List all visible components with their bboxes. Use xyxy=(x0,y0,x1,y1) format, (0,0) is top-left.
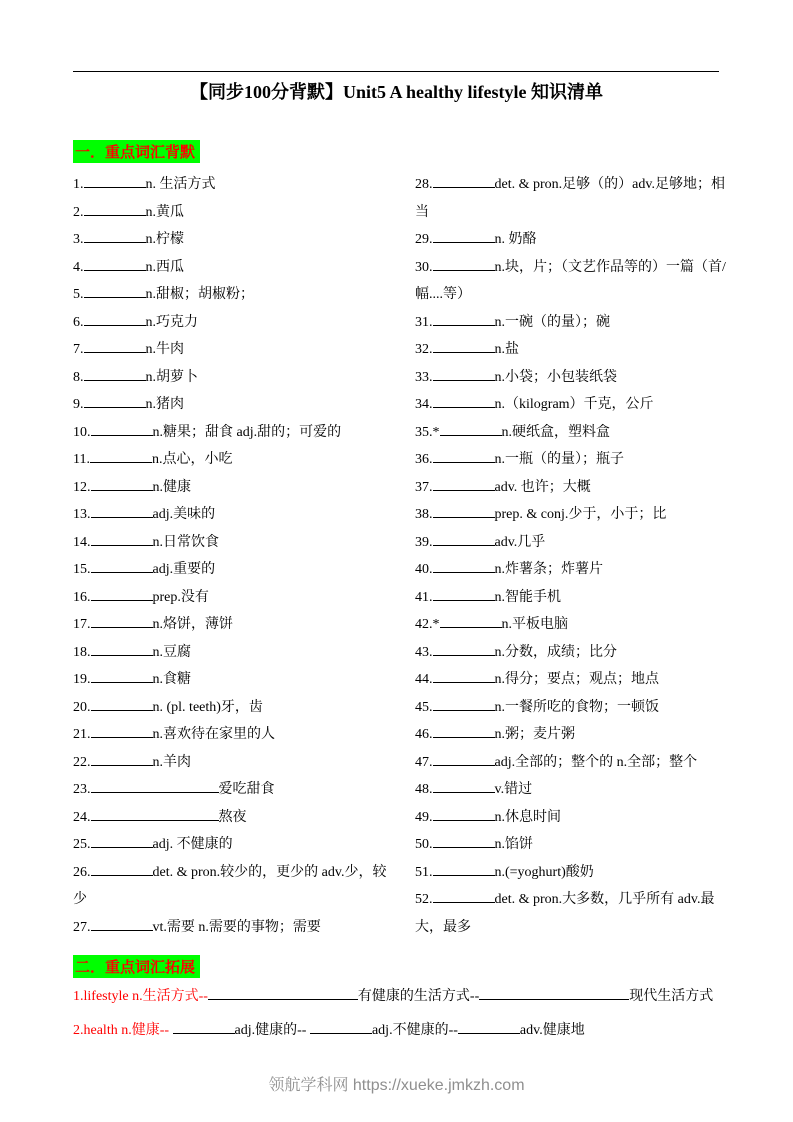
fill-blank xyxy=(310,1020,372,1034)
item-definition: n. (pl. teeth)牙，齿 xyxy=(152,699,263,715)
item-number: 40. xyxy=(415,562,433,577)
expansion-meaning: 有健康的生活方式-- xyxy=(357,989,480,1004)
vocab-item xyxy=(73,639,391,667)
item-number: 9. xyxy=(73,397,84,412)
item-number: 7. xyxy=(73,342,84,357)
fill-blank xyxy=(433,807,495,821)
item-definition: n.粥；麦片粥 xyxy=(494,727,575,742)
item-number: 36. xyxy=(415,452,433,467)
vocab-item xyxy=(73,749,391,777)
fill-blank xyxy=(433,339,495,353)
expansion-word: 2.health n.健康-- xyxy=(73,1023,173,1038)
item-definition: n. 生活方式 xyxy=(145,177,216,192)
vocab-item xyxy=(73,611,391,639)
fill-blank xyxy=(440,422,502,436)
item-number: 26. xyxy=(73,864,91,880)
vocab-item xyxy=(73,171,391,199)
item-definition: adv. 也许；大概 xyxy=(494,479,591,495)
item-number: 25. xyxy=(73,837,91,852)
item-definition: n.（kilogram）千克，公斤 xyxy=(494,397,654,412)
vocab-item xyxy=(415,556,733,584)
expansion-line xyxy=(73,982,733,1012)
fill-blank xyxy=(433,312,495,326)
vocab-item xyxy=(415,666,733,694)
fill-blank xyxy=(91,642,153,656)
item-definition: n.西瓜 xyxy=(145,259,184,275)
item-definition: n.猪肉 xyxy=(145,397,184,412)
vocab-item xyxy=(73,391,391,419)
fill-blank xyxy=(84,202,146,216)
vocab-item xyxy=(415,886,733,941)
vocab-item xyxy=(73,254,391,282)
item-number: 23. xyxy=(73,782,91,797)
item-definition: n.智能手机 xyxy=(494,589,561,605)
item-number: 39. xyxy=(415,534,433,550)
expansion-meaning: 现代生活方式 xyxy=(629,989,714,1004)
vocab-item xyxy=(73,776,391,804)
item-definition: n.平板电脑 xyxy=(501,617,568,632)
fill-blank xyxy=(84,339,146,353)
fill-blank xyxy=(91,587,153,601)
vocab-item xyxy=(415,721,733,749)
fill-blank xyxy=(458,1020,520,1034)
expansion-lines xyxy=(73,982,733,1046)
item-number: 49. xyxy=(415,809,433,825)
vocab-item xyxy=(415,419,733,447)
vocab-item xyxy=(73,529,391,557)
item-definition: 熬夜 xyxy=(218,809,247,825)
item-definition: n.一瓶（的量）；瓶子 xyxy=(494,452,624,467)
vocab-column-left xyxy=(73,171,391,941)
fill-blank xyxy=(91,504,153,518)
fill-blank xyxy=(91,779,219,793)
fill-blank xyxy=(433,862,495,876)
fill-blank xyxy=(91,532,153,546)
expansion-line xyxy=(73,1016,733,1046)
vocab-item xyxy=(73,501,391,529)
item-definition: adv.几乎 xyxy=(494,534,546,550)
page-title: 【同步100分背默】Unit5 A healthy lifestyle 知识清单 xyxy=(190,82,603,102)
item-definition: prep.没有 xyxy=(152,589,209,605)
vocab-item xyxy=(73,309,391,337)
item-number: 48. xyxy=(415,782,433,797)
fill-blank xyxy=(91,697,153,711)
vocab-list xyxy=(73,171,733,941)
item-number: 3. xyxy=(73,232,84,247)
vocab-item xyxy=(73,584,391,612)
fill-blank xyxy=(433,752,495,766)
item-number: 44. xyxy=(415,672,433,687)
item-definition: n.烙饼，薄饼 xyxy=(152,617,233,632)
item-number: 37. xyxy=(415,479,433,495)
item-definition: det. & pron.足够（的）adv.足够地；相当 xyxy=(415,177,725,220)
expansion-meaning: adj.健康的-- xyxy=(234,1023,310,1038)
item-definition: n.巧克力 xyxy=(145,314,198,330)
fill-blank xyxy=(433,559,495,573)
section1-header: 一．重点词汇背默 xyxy=(73,140,200,163)
item-definition: n.黄瓜 xyxy=(145,204,184,220)
expansion-meaning: adj.不健康的-- xyxy=(371,1023,458,1038)
item-number: 21. xyxy=(73,727,91,742)
vocab-item xyxy=(415,529,733,557)
item-number: 33. xyxy=(415,369,433,385)
item-number: 5. xyxy=(73,287,84,302)
vocab-item xyxy=(415,501,733,529)
fill-blank xyxy=(433,532,495,546)
item-number: 19. xyxy=(73,672,91,687)
item-definition: det. & pron.大多数，几乎所有 adv.最大，最多 xyxy=(415,892,715,935)
vocab-item xyxy=(415,391,733,419)
fill-blank xyxy=(433,174,495,188)
item-number: 32. xyxy=(415,342,433,357)
vocab-item xyxy=(415,611,733,639)
fill-blank xyxy=(91,917,153,931)
vocab-item xyxy=(415,694,733,722)
vocab-item xyxy=(73,474,391,502)
fill-blank xyxy=(91,807,219,821)
fill-blank xyxy=(91,752,153,766)
item-number: 28. xyxy=(415,177,433,192)
item-definition: n.一餐所吃的食物；一顿饭 xyxy=(494,699,659,715)
fill-blank xyxy=(433,449,495,463)
item-definition: n.小袋；小包装纸袋 xyxy=(494,369,617,385)
fill-blank xyxy=(433,587,495,601)
item-number: 38. xyxy=(415,507,433,522)
item-number: 34. xyxy=(415,397,433,412)
vocab-item xyxy=(73,199,391,227)
item-number: 2. xyxy=(73,204,84,220)
item-definition: adj.重要的 xyxy=(152,562,216,577)
vocab-item xyxy=(73,364,391,392)
fill-blank xyxy=(433,779,495,793)
item-number: 30. xyxy=(415,259,433,275)
item-number: 20. xyxy=(73,699,91,715)
vocab-item xyxy=(415,254,733,309)
vocab-item xyxy=(415,364,733,392)
item-number: 14. xyxy=(73,534,91,550)
item-definition: n.豆腐 xyxy=(152,644,191,660)
fill-blank xyxy=(90,449,152,463)
fill-blank xyxy=(173,1020,235,1034)
item-number: 16. xyxy=(73,589,91,605)
item-number: 4. xyxy=(73,259,84,275)
item-definition: n.馅饼 xyxy=(494,837,533,852)
item-definition: n. 奶酪 xyxy=(494,232,537,247)
fill-blank xyxy=(84,284,146,298)
vocab-item xyxy=(415,639,733,667)
item-definition: adj.全部的；整个的 n.全部；整个 xyxy=(494,754,698,770)
vocab-item xyxy=(73,556,391,584)
item-number: 10. xyxy=(73,424,91,440)
fill-blank xyxy=(433,697,495,711)
item-number: 24. xyxy=(73,809,91,825)
item-number: 15. xyxy=(73,562,91,577)
item-number: 31. xyxy=(415,314,433,330)
vocab-item xyxy=(415,804,733,832)
fill-blank xyxy=(433,889,495,903)
item-definition: n.甜椒；胡椒粉； xyxy=(145,287,254,302)
fill-blank xyxy=(84,257,146,271)
item-definition: det. & pron.较少的，更少的 adv.少，较少 xyxy=(73,864,387,907)
item-number: 51. xyxy=(415,864,433,880)
section2-header: 二．重点词汇拓展 xyxy=(73,955,200,978)
vocab-item xyxy=(73,914,391,942)
item-definition: n.牛肉 xyxy=(145,342,184,357)
title-divider xyxy=(73,71,719,72)
vocab-item xyxy=(415,474,733,502)
fill-blank xyxy=(433,724,495,738)
item-number: 41. xyxy=(415,589,433,605)
vocab-item xyxy=(73,694,391,722)
item-definition: n.盐 xyxy=(494,342,519,357)
fill-blank xyxy=(433,504,495,518)
vocab-item xyxy=(73,831,391,859)
vocab-item xyxy=(73,446,391,474)
item-definition: n.喜欢待在家里的人 xyxy=(152,727,275,742)
item-definition: adj.美味的 xyxy=(152,507,216,522)
fill-blank xyxy=(479,986,629,1000)
item-number: 29. xyxy=(415,232,433,247)
item-definition: n.得分；要点；观点；地点 xyxy=(494,672,659,687)
fill-blank xyxy=(433,477,495,491)
item-definition: n.柠檬 xyxy=(145,232,184,247)
item-definition: adj. 不健康的 xyxy=(152,837,233,852)
item-number: 8. xyxy=(73,369,84,385)
vocab-item xyxy=(415,831,733,859)
document-body xyxy=(73,140,733,1046)
item-number: 22. xyxy=(73,754,91,770)
fill-blank xyxy=(433,669,495,683)
item-definition: n.(=yoghurt)酸奶 xyxy=(494,864,594,880)
vocab-item xyxy=(415,749,733,777)
item-number: 13. xyxy=(73,507,91,522)
item-definition: n.硬纸盒，塑料盒 xyxy=(501,424,610,440)
item-definition: n.分数，成绩；比分 xyxy=(494,644,617,660)
fill-blank xyxy=(91,724,153,738)
item-definition: n.日常饮食 xyxy=(152,534,219,550)
page-footer: 领航学科网 https://xueke.jmkzh.com xyxy=(268,1077,525,1094)
item-definition: prep. & conj.少于，小于；比 xyxy=(494,507,667,522)
fill-blank xyxy=(84,394,146,408)
vocab-item xyxy=(415,859,733,887)
fill-blank xyxy=(91,559,153,573)
item-number: 12. xyxy=(73,479,91,495)
item-definition: n.食糖 xyxy=(152,672,191,687)
vocab-item xyxy=(73,226,391,254)
fill-blank xyxy=(84,174,146,188)
item-definition: n.点心，小吃 xyxy=(151,452,233,467)
item-definition: n.炸薯条；炸薯片 xyxy=(494,562,603,577)
item-number: 27. xyxy=(73,919,91,935)
item-number: 46. xyxy=(415,727,433,742)
fill-blank xyxy=(433,367,495,381)
item-number: 6. xyxy=(73,314,84,330)
fill-blank xyxy=(84,229,146,243)
fill-blank xyxy=(91,614,153,628)
item-number: 11. xyxy=(73,452,90,467)
fill-blank xyxy=(91,834,153,848)
item-number: 45. xyxy=(415,699,433,715)
item-definition: n.胡萝卜 xyxy=(145,369,198,385)
item-definition: n.休息时间 xyxy=(494,809,561,825)
fill-blank xyxy=(433,642,495,656)
item-number: 17. xyxy=(73,617,91,632)
vocab-item xyxy=(73,419,391,447)
vocab-column-right xyxy=(415,171,733,941)
vocab-item xyxy=(73,721,391,749)
item-number: 52. xyxy=(415,892,433,907)
vocab-item xyxy=(415,309,733,337)
fill-blank xyxy=(433,257,495,271)
vocab-item xyxy=(415,446,733,474)
vocab-item xyxy=(415,584,733,612)
item-definition: n.健康 xyxy=(152,479,191,495)
item-number: 47. xyxy=(415,754,433,770)
item-definition: v.错过 xyxy=(494,782,533,797)
vocab-item xyxy=(73,804,391,832)
fill-blank xyxy=(208,986,358,1000)
item-definition: n.羊肉 xyxy=(152,754,191,770)
fill-blank xyxy=(84,367,146,381)
vocab-item xyxy=(73,336,391,364)
item-number: 50. xyxy=(415,837,433,852)
item-number: 42.* xyxy=(415,617,440,632)
fill-blank xyxy=(433,394,495,408)
vocab-item xyxy=(415,171,733,226)
vocab-item xyxy=(415,226,733,254)
vocab-item xyxy=(73,859,391,914)
fill-blank xyxy=(433,834,495,848)
expansion-meaning: adv.健康地 xyxy=(519,1023,585,1038)
fill-blank xyxy=(433,229,495,243)
fill-blank xyxy=(91,422,153,436)
vocab-item xyxy=(415,336,733,364)
fill-blank xyxy=(91,669,153,683)
expansion-word: 1.lifestyle n.生活方式-- xyxy=(73,989,208,1004)
item-definition: 爱吃甜食 xyxy=(218,782,275,797)
item-number: 43. xyxy=(415,644,433,660)
fill-blank xyxy=(84,312,146,326)
item-number: 1. xyxy=(73,177,84,192)
item-definition: n.一碗（的量）；碗 xyxy=(494,314,610,330)
item-definition: vt.需要 n.需要的事物；需要 xyxy=(152,919,321,935)
vocab-item xyxy=(73,281,391,309)
fill-blank xyxy=(440,614,502,628)
vocab-item xyxy=(415,776,733,804)
item-number: 35.* xyxy=(415,424,440,440)
vocab-item xyxy=(73,666,391,694)
item-definition: n.糖果；甜食 adj.甜的；可爱的 xyxy=(152,424,342,440)
item-definition: n.块，片；（文艺作品等的）一篇（首/幅....等） xyxy=(415,259,726,302)
item-number: 18. xyxy=(73,644,91,660)
fill-blank xyxy=(91,477,153,491)
fill-blank xyxy=(91,862,153,876)
